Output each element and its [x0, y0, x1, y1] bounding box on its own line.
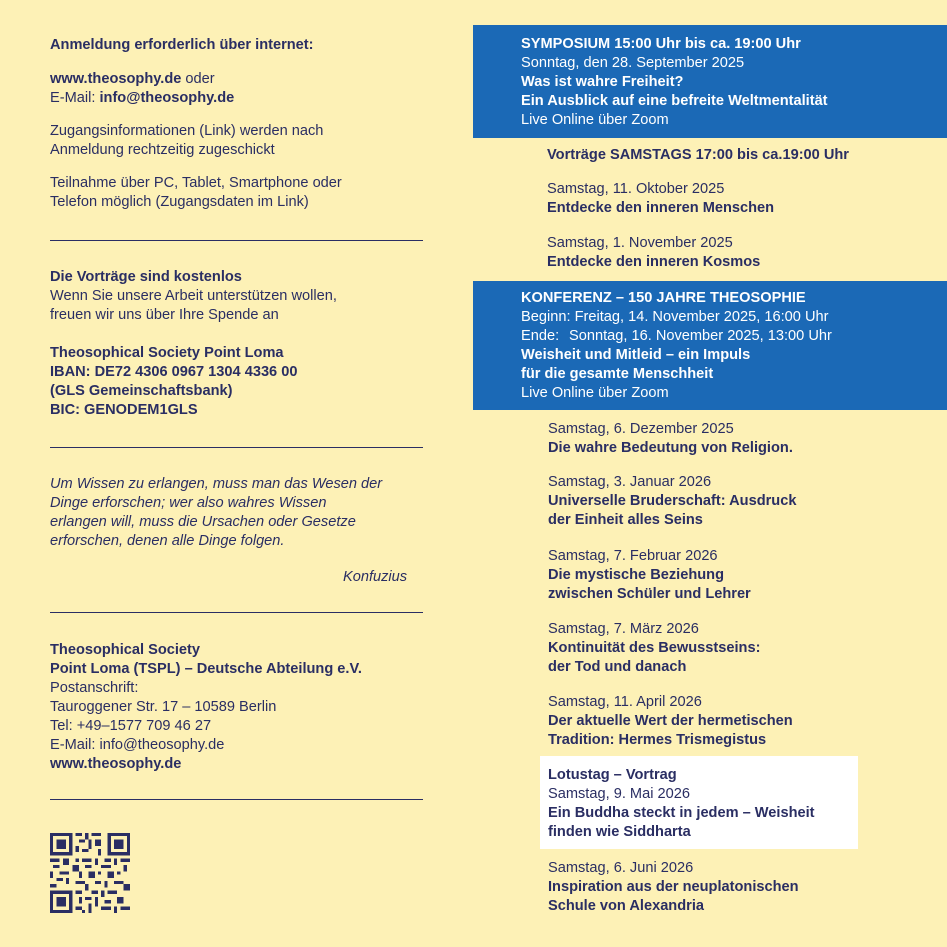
lecture-item: [548, 859, 799, 916]
qr-code-icon[interactable]: [50, 833, 130, 913]
registration-web-link[interactable]: www.theosophy.de: [50, 71, 182, 87]
lecture-item: [548, 620, 760, 677]
lecture-title: Entdecke den inneren Kosmos: [547, 254, 761, 270]
lecture-date: Samstag, 3. Januar 2026: [548, 474, 712, 490]
lotus-label: Lotustag – Vortrag: [548, 767, 677, 783]
lecture-item: [547, 180, 774, 218]
symposium-mode: Live Online über Zoom: [521, 112, 669, 128]
lecture-item: [548, 473, 796, 530]
contact-postal-label: Postanschrift:: [50, 680, 139, 696]
divider-4: [50, 799, 423, 800]
donation-bic: BIC: GENODEM1GLS: [50, 402, 198, 418]
devices-line-1: Teilnahme über PC, Tablet, Smartphone oder: [50, 175, 342, 191]
lecture-title: Entdecke den inneren Menschen: [547, 200, 775, 216]
symposium-topic-1: Was ist wahre Freiheit?: [521, 74, 684, 90]
lecture-item: [548, 547, 751, 604]
quote-author: Konfuzius: [343, 569, 408, 585]
lecture-title: Die wahre Bedeutung von Religion.: [548, 440, 793, 456]
registration-web-line: www.theosophy.de oder: [50, 71, 215, 87]
quote-line-3: erlangen will, muss die Ursachen oder Gesetze: [50, 514, 356, 530]
divider-3: [50, 612, 423, 613]
divider-2: [50, 447, 423, 448]
lecture-date: Samstag, 7. Februar 2026: [548, 548, 718, 564]
contact-org-1: Theosophical Society: [50, 642, 201, 658]
lecture-title-2: der Tod und danach: [548, 659, 687, 675]
conference-mode: Live Online über Zoom: [521, 385, 669, 401]
lecture-title-2: Schule von Alexandria: [548, 898, 704, 914]
registration-section: [50, 36, 342, 212]
access-info-line-1: Zugangsinformationen (Link) werden nach: [50, 123, 324, 139]
lecture-title: Der aktuelle Wert der hermetischen: [548, 713, 793, 729]
lotus-title-2: finden wie Siddharta: [548, 824, 691, 840]
conference-topic-1: Weisheit und Mitleid – ein Impuls: [521, 347, 751, 363]
donation-iban: IBAN: DE72 4306 0967 1304 4336 00: [50, 364, 298, 380]
registration-email-line: E-Mail: info@theosophy.de: [50, 90, 235, 106]
lotus-title-1: Ein Buddha steckt in jedem – Weisheit: [548, 805, 815, 821]
contact-street: Tauroggener Str. 17 – 10589 Berlin: [50, 699, 277, 715]
lecture-date: Samstag, 6. Juni 2026: [548, 860, 694, 876]
quote-line-4: erforschen, denen alle Dinge folgen.: [50, 533, 285, 549]
lecture-date: Samstag, 7. März 2026: [548, 621, 699, 637]
devices-line-2: Telefon möglich (Zugangsdaten im Link): [50, 194, 309, 210]
saturday-heading: Vorträge SAMSTAGS 17:00 bis ca.19:00 Uhr: [547, 147, 849, 163]
conference-begin: Beginn: Freitag, 14. November 2025, 16:00 Uhr: [521, 309, 829, 325]
symposium-title: SYMPOSIUM 15:00 Uhr bis ca. 19:00 Uhr: [521, 36, 801, 52]
conference-topic-2: für die gesamte Menschheit: [521, 366, 714, 382]
contact-section: [50, 641, 362, 774]
lecture-date: Samstag, 11. Oktober 2025: [547, 181, 725, 197]
lotus-day-box: [540, 756, 858, 849]
contact-web[interactable]: www.theosophy.de: [50, 756, 182, 772]
lecture-title-2: der Einheit alles Seins: [548, 512, 703, 528]
donation-section: [50, 268, 337, 420]
quote-line-1: Um Wissen zu erlangen, muss man das Wesen der: [50, 476, 383, 492]
divider-1: [50, 240, 423, 241]
lecture-title: Inspiration aus der neuplatonischen: [548, 879, 799, 895]
lecture-title-2: Tradition: Hermes Trismegistus: [548, 732, 767, 748]
lecture-date: Samstag, 1. November 2025: [547, 235, 733, 251]
symposium-box: [473, 25, 947, 138]
donation-heading: Die Vorträge sind kostenlos: [50, 269, 242, 285]
lotus-date: Samstag, 9. Mai 2026: [548, 786, 690, 802]
quote-line-2: Dinge erforschen; wer also wahres Wissen: [50, 495, 327, 511]
donation-line-1: Wenn Sie unsere Arbeit unterstützen wollen,: [50, 288, 337, 304]
donation-bank: (GLS Gemeinschaftsbank): [50, 383, 233, 399]
lecture-item: [547, 234, 760, 272]
lecture-item: [548, 420, 793, 458]
registration-heading: Anmeldung erforderlich über internet:: [50, 37, 314, 53]
donation-line-2: freuen wir uns über Ihre Spende an: [50, 307, 279, 323]
lecture-title: Kontinuität des Bewusstseins:: [548, 640, 761, 656]
quote-section: [50, 475, 382, 551]
lecture-title: Die mystische Beziehung: [548, 567, 724, 583]
conference-title: KONFERENZ – 150 JAHRE THEOSOPHIE: [521, 290, 806, 306]
lecture-title: Universelle Bruderschaft: Ausdruck: [548, 493, 797, 509]
conference-box: [473, 281, 947, 410]
registration-email-link[interactable]: info@theosophy.de: [99, 90, 235, 106]
access-info-line-2: Anmeldung rechtzeitig zugeschickt: [50, 142, 275, 158]
symposium-date: Sonntag, den 28. September 2025: [521, 55, 745, 71]
conference-end: Ende: Sonntag, 16. November 2025, 13:00 Uhr: [521, 328, 832, 344]
contact-email[interactable]: E-Mail: info@theosophy.de: [50, 737, 225, 753]
contact-org-2: Point Loma (TSPL) – Deutsche Abteilung e.V.: [50, 661, 362, 677]
lecture-date: Samstag, 6. Dezember 2025: [548, 421, 734, 437]
contact-tel: Tel: +49–1577 709 46 27: [50, 718, 212, 734]
lecture-item: [548, 693, 793, 750]
symposium-topic-2: Ein Ausblick auf eine befreite Weltmentalität: [521, 93, 828, 109]
donation-org: Theosophical Society Point Loma: [50, 345, 284, 361]
lecture-date: Samstag, 11. April 2026: [548, 694, 702, 710]
lecture-title-2: zwischen Schüler und Lehrer: [548, 586, 751, 602]
